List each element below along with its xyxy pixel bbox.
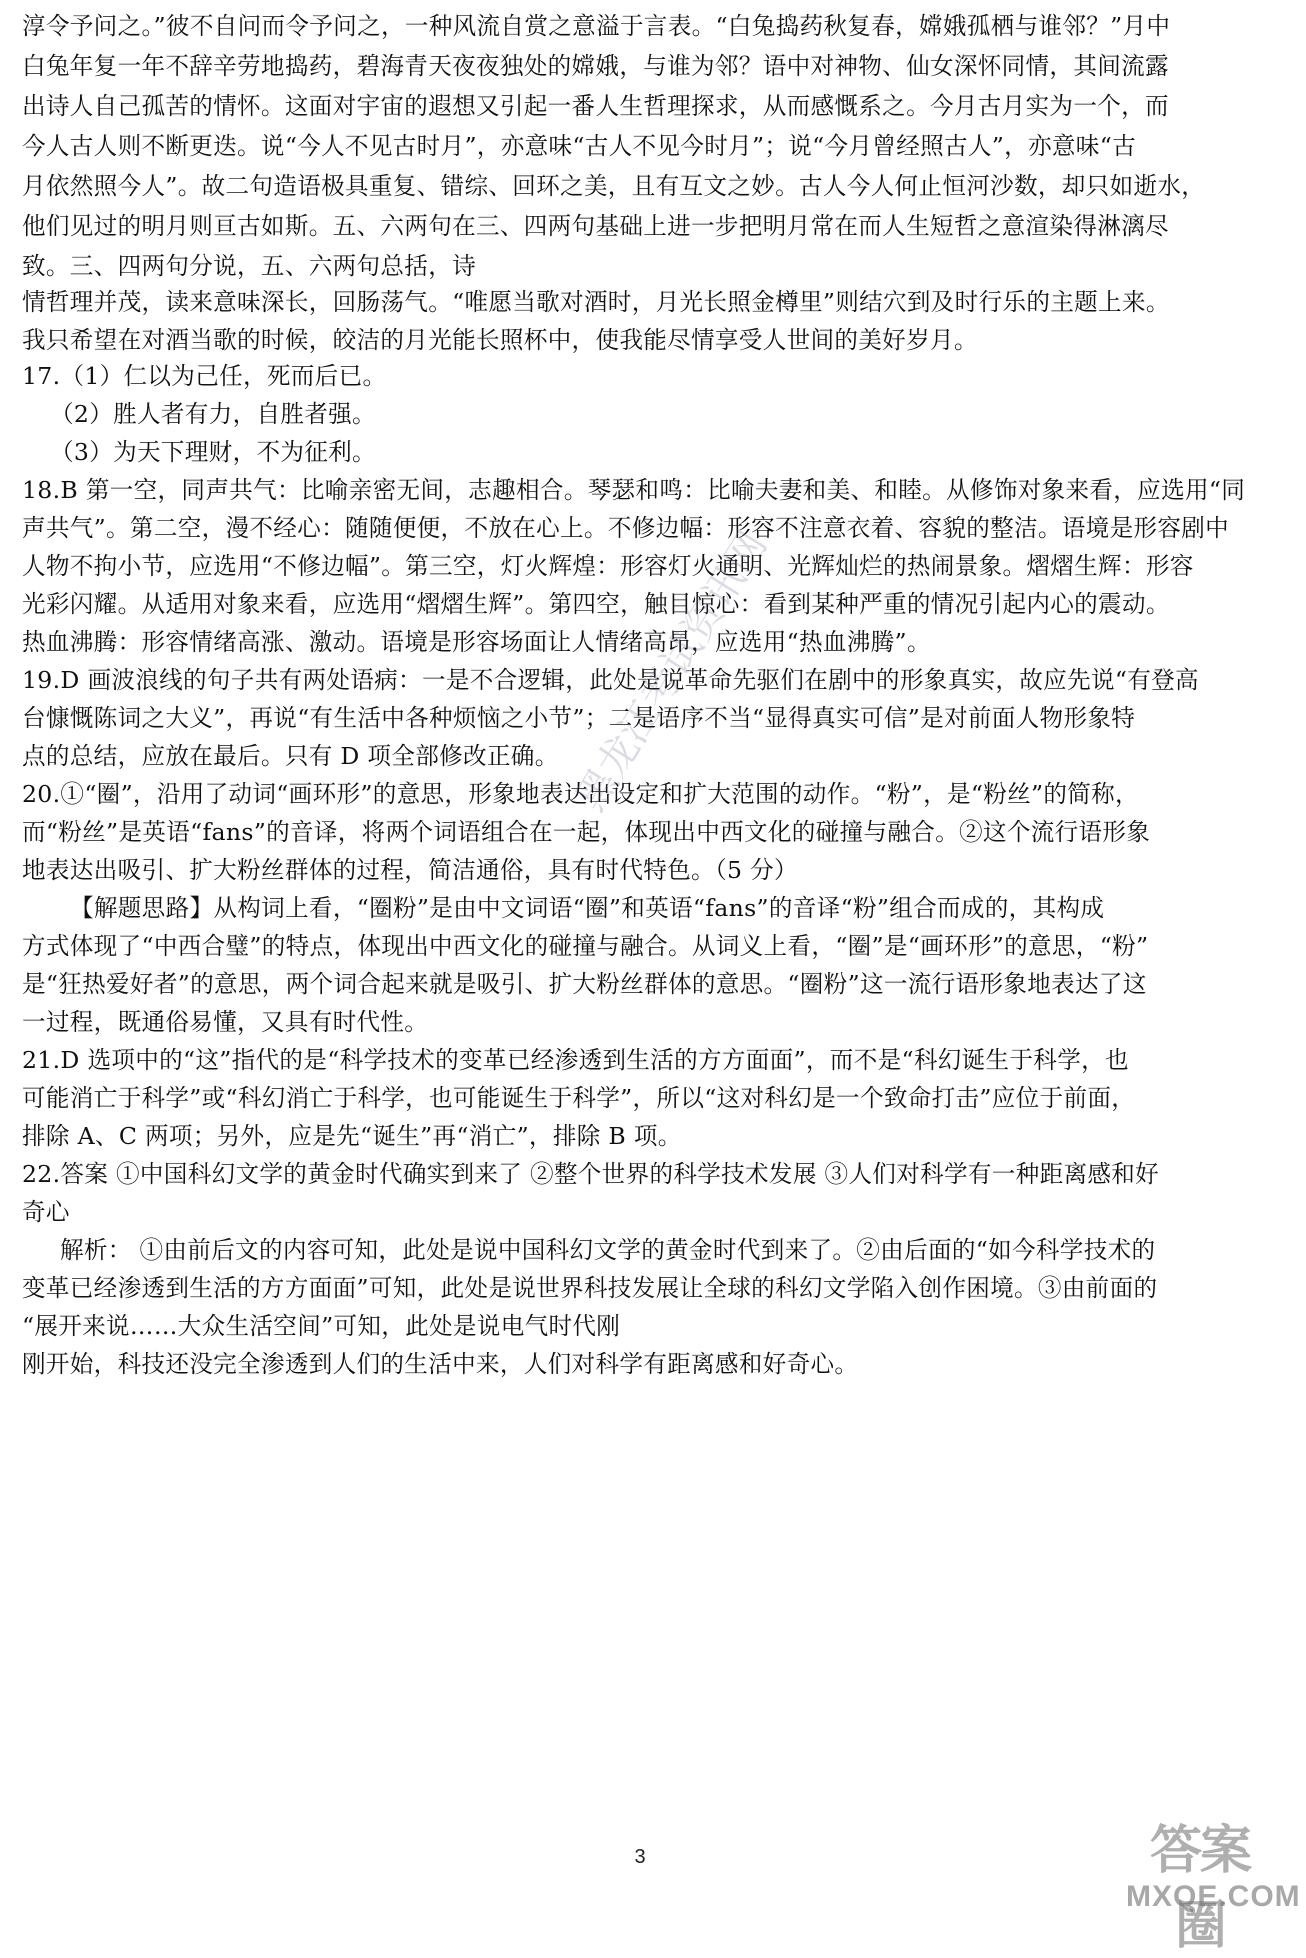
answer-19: 19.D 画波浪线的句子共有两处语病：一是不合逻辑，此处是说革命先驱们在剧中的形象真实，故应先说“有登高: [22, 666, 1199, 694]
text-line: 一过程，既通俗易懂，又具有时代性。: [22, 1008, 429, 1036]
text-line: 奇心: [22, 1198, 70, 1226]
text-line: 情哲理并茂，读来意味深长，回肠荡气。“唯愿当歌对酒时，月光长照金樽里”则结穴到及时行乐的主题上来。: [22, 288, 1170, 316]
text-line: 而“粉丝”是英语“fans”的音译，将两个词语组合在一起，体现出中西文化的碰撞与融合。②这个流行语形象: [22, 818, 1151, 846]
text-line: 今人古人则不断更迭。说“今人不见古时月”，亦意味“古人不见今时月”；说“今月曾经照古人”，亦意味“古: [22, 132, 1136, 160]
analysis: 解析： ①由前后文的内容可知，此处是说中国科幻文学的黄金时代到来了。②由后面的“如今科学技术的: [60, 1236, 1156, 1264]
text-line: 出诗人自己孤苦的情怀。这面对宇宙的遐想又引起一番人生哲理探求，从而感慨系之。今月古月实为一个，而: [22, 92, 1169, 120]
text-line: 刚开始，科技还没完全渗透到人们的生活中来，人们对科学有距离感和好奇心。: [22, 1350, 859, 1378]
text-line: 方式体现了“中西合璧”的特点，体现出中西文化的碰撞与融合。从词义上看，“圈”是“画环形”的意思，“粉”: [22, 932, 1149, 960]
answer-17-1: 17.（1）仁以为己任，死而后已。: [22, 362, 387, 390]
logo-url: MXQE.COM: [1126, 1880, 1301, 1913]
text-line: 热血沸腾：形容情绪高涨、激动。语境是形容场面让人情绪高昂，应选用“热血沸腾”。: [22, 628, 931, 656]
answer-18: 18.B 第一空，同声共气：比喻亲密无间，志趣相合。琴瑟和鸣：比喻夫妻和美、和睦。从修饰对象来看，应选用“同: [22, 476, 1246, 504]
text-line: 排除 A、C 两项；另外，应是先“诞生”再“消亡”，排除 B 项。: [22, 1122, 682, 1150]
answer-17-2: （2）胜人者有力，自胜者强。: [50, 400, 376, 428]
text-line: 人物不拘小节，应选用“不修边幅”。第三空，灯火辉煌：形容灯火通明、光辉灿烂的热闹景象。熠熠生辉：形容: [22, 552, 1194, 580]
text-line: 月依然照今人”。故二句造语极具重复、错综、回环之美，且有互文之妙。古人今人何止恒河沙数，却只如逝水，: [22, 172, 1206, 200]
text-line: 我只希望在对酒当歌的时候，皎洁的月光能长照杯中，使我能尽情享受人世间的美好岁月。: [22, 326, 978, 354]
text-line: 他们见过的明月则亘古如斯。五、六两句在三、四两句基础上进一步把明月常在而人生短哲之意渲染得淋漓尽: [22, 212, 1169, 240]
answer-22: 22.答案 ①中国科幻文学的黄金时代确实到来了 ②整个世界的科学技术发展 ③人们对科学有一种距离感和好: [22, 1160, 1160, 1188]
answer-20: 20.①“圈”，沿用了动词“画环形”的意思，形象地表达出设定和扩大范围的动作。“粉”，是“粉丝”的简称，: [22, 780, 1139, 808]
answer-21: 21.D 选项中的“这”指代的是“科学技术的变革已经渗透到生活的方方面面”，而不是“科幻诞生于科学，也: [22, 1046, 1129, 1074]
text-line: 变革已经渗透到生活的方方面面”可知，此处是说世界科技发展让全球的科幻文学陷入创作困境。③由前面的: [22, 1274, 1158, 1302]
logo-text: 答案圈: [1149, 1820, 1250, 1956]
solution-approach: 【解题思路】从构词上看，“圈粉”是由中文词语“圈”和英语“fans”的音译“粉”组合而成的，其构成: [70, 894, 1105, 922]
text-line: 淳令予问之。”彼不自问而令予问之，一种风流自赏之意溢于言表。“白兔捣药秋复春，嫦娥孤栖与谁邻？”月中: [22, 12, 1171, 40]
text-line: “展开来说……大众生活空间”可知，此处是说电气时代刚: [22, 1312, 621, 1340]
text-line: 点的总结，应放在最后。只有 D 项全部修改正确。: [22, 742, 559, 770]
text-line: 可能消亡于科学”或“科幻消亡于科学，也可能诞生于科学”，所以“这对科幻是一个致命打击”应位于前面，: [22, 1084, 1136, 1112]
watermark: 黑龙江考试资讯网: [567, 523, 777, 820]
text-line: 光彩闪耀。从适用对象来看，应选用“熠熠生辉”。第四空，触目惊心：看到某种严重的情况引起内心的震动。: [22, 590, 1170, 618]
text-line: 白兔年复一年不辞辛劳地捣药，碧海青天夜夜独处的嫦娥，与谁为邻？语中对神物、仙女深怀同情，其间流露: [22, 52, 1169, 80]
text-line: 致。三、四两句分说，五、六两句总括，诗: [22, 252, 476, 280]
site-logo: [1126, 1808, 1301, 1956]
text-line: 地表达出吸引、扩大粉丝群体的过程，简洁通俗，具有时代特色。（5 分）: [22, 856, 798, 884]
page-number: 3: [634, 1846, 646, 1868]
answer-17-3: （3）为天下理财，不为征利。: [50, 438, 376, 466]
text-line: 声共气”。第二空，漫不经心：随随便便，不放在心上。不修边幅：形容不注意衣着、容貌的整洁。语境是形容剧中: [22, 514, 1230, 542]
text-line: 台慷慨陈词之大义”，再说“有生活中各种烦恼之小节”；二是语序不当“显得真实可信”是对前面人物形象特: [22, 704, 1136, 732]
text-line: 是“狂热爱好者”的意思，两个词合起来就是吸引、扩大粉丝群体的意思。“圈粉”这一流行语形象地表达了这: [22, 970, 1147, 998]
